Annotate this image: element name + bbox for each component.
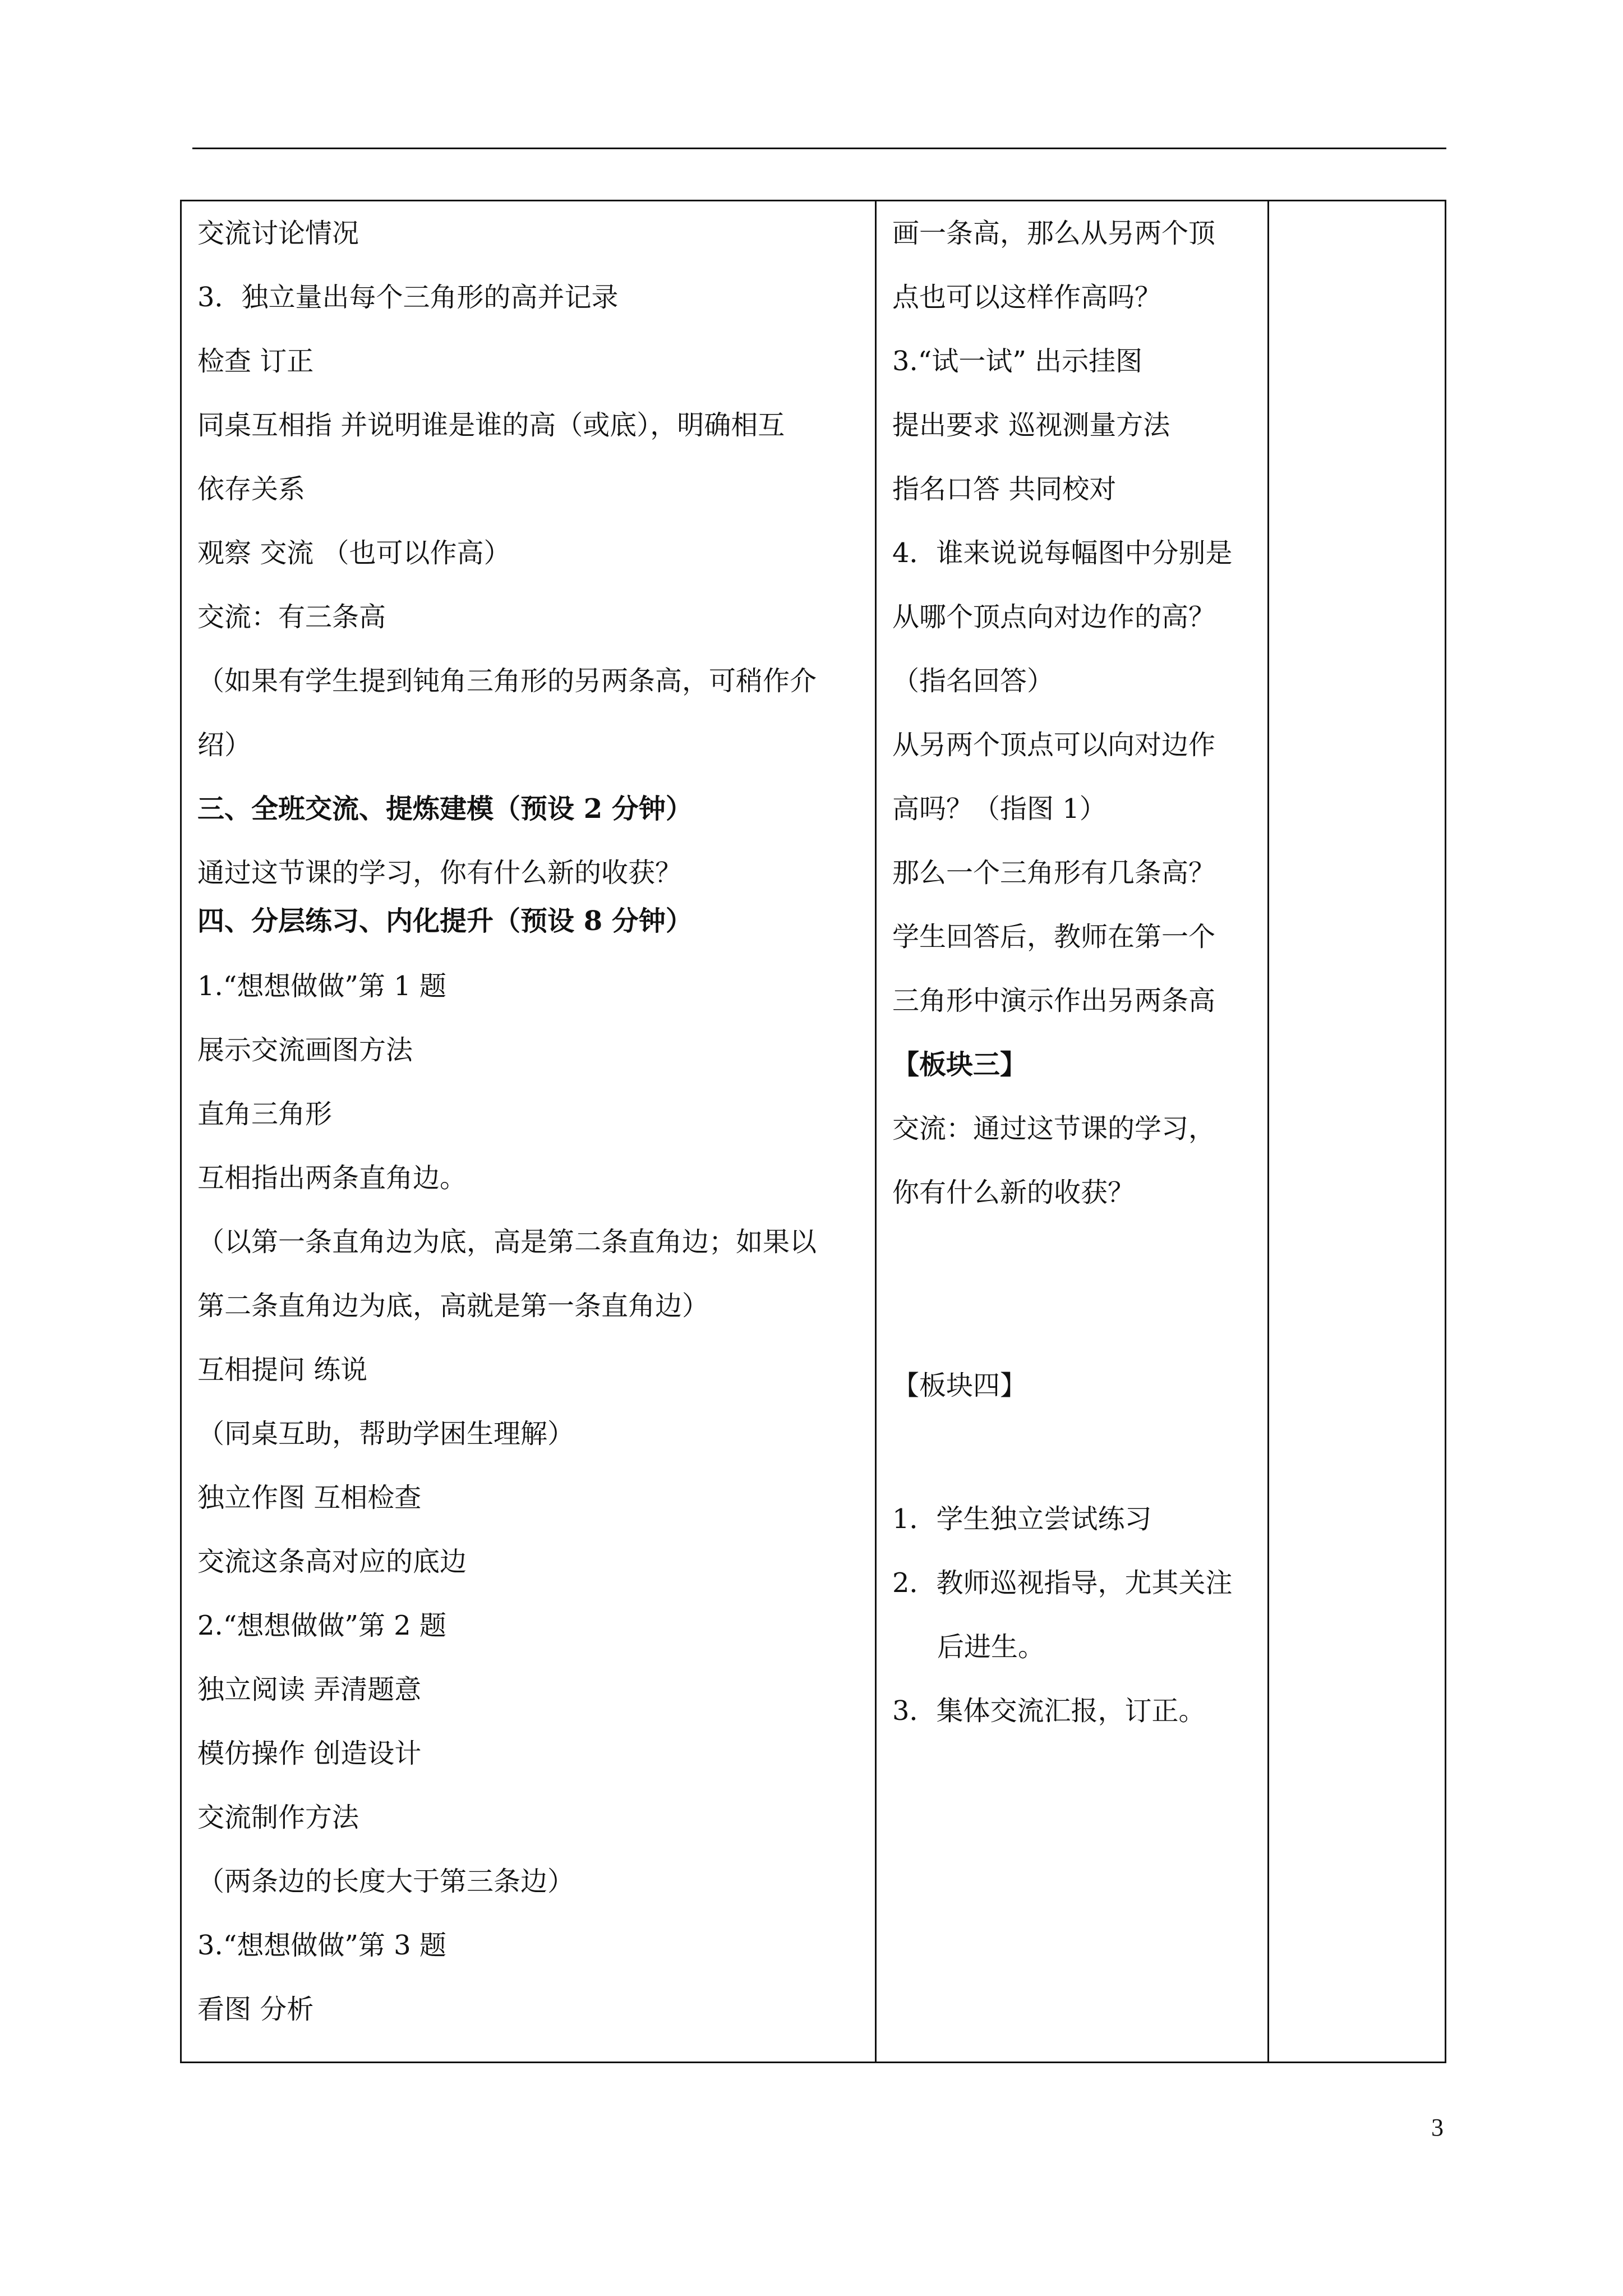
text-line: 模仿操作 创造设计 — [197, 1738, 422, 1769]
text-line: 后进生。 — [937, 1631, 1045, 1663]
text-line: 画一条高，那么从另两个顶 — [892, 218, 1216, 249]
text-line: 互相提问 练说 — [197, 1354, 368, 1386]
text-line: 1.“想想做做”第 1 题 — [197, 970, 446, 1002]
text-line: 看图 分析 — [197, 1994, 314, 2025]
text-line: 3.“想想做做”第 3 题 — [197, 1930, 446, 1961]
text-line: （以第一条直角边为底，高是第二条直角边；如果以 — [197, 1226, 817, 1258]
text-line: 交流制作方法 — [197, 1802, 359, 1833]
text-line: 独立阅读 弄清题意 — [197, 1674, 422, 1705]
text-line: 3．独立量出每个三角形的高并记录 — [197, 282, 619, 313]
block-heading: 【板块三】 — [892, 1049, 1027, 1080]
text-line: 观察 交流 （也可以作高） — [197, 537, 511, 569]
text-line: 互相指出两条直角边。 — [197, 1162, 467, 1194]
text-line: 绍） — [197, 729, 252, 761]
teacher-activity-cell — [876, 201, 1269, 2063]
text-line: 交流：有三条高 — [197, 601, 386, 633]
text-line: 从哪个顶点向对边作的高？ — [892, 601, 1216, 633]
text-line: 1．学生独立尝试练习 — [892, 1503, 1152, 1535]
text-line: 交流：通过这节课的学习， — [892, 1113, 1216, 1144]
section-heading: 四、分层练习、内化提升（预设 8 分钟） — [197, 905, 693, 937]
text-line: 指名口答 共同校对 — [892, 473, 1117, 505]
notes-cell — [1269, 201, 1446, 2063]
text-line: 2.“想想做做”第 2 题 — [197, 1610, 446, 1641]
text-line: 同桌互相指 并说明谁是谁的高（或底），明确相互 — [197, 409, 785, 441]
block-heading: 【板块四】 — [892, 1370, 1027, 1401]
text-line: 依存关系 — [197, 473, 306, 505]
text-line: （指名回答） — [892, 665, 1054, 697]
section-heading: 三、全班交流、提炼建模（预设 2 分钟） — [197, 793, 693, 825]
text-line: 3.“试一试” 出示挂图 — [892, 346, 1143, 377]
text-line: 那么一个三角形有几条高？ — [892, 857, 1216, 889]
text-line: 提出要求 巡视测量方法 — [892, 409, 1170, 441]
header-rule — [192, 148, 1446, 149]
text-line: 点也可以这样作高吗？ — [892, 282, 1162, 313]
lesson-plan-table — [180, 200, 1446, 2063]
page-number: 3 — [1431, 2114, 1444, 2141]
text-line: 2．教师巡视指导，尤其关注 — [892, 1567, 1233, 1599]
text-line: 三角形中演示作出另两条高 — [892, 985, 1216, 1016]
text-line: （如果有学生提到钝角三角形的另两条高，可稍作介 — [197, 665, 817, 697]
text-line: 检查 订正 — [197, 346, 314, 377]
text-line: （同桌互助，帮助学困生理解） — [197, 1418, 575, 1450]
text-line: 4．谁来说说每幅图中分别是 — [892, 537, 1233, 569]
text-line: 你有什么新的收获？ — [892, 1177, 1135, 1208]
text-line: 展示交流画图方法 — [197, 1034, 413, 1066]
text-line: 交流讨论情况 — [197, 218, 359, 249]
text-line: 直角三角形 — [197, 1098, 333, 1130]
text-line: 学生回答后，教师在第一个 — [892, 921, 1216, 953]
text-line: 通过这节课的学习，你有什么新的收获？ — [197, 857, 683, 889]
text-line: 交流这条高对应的底边 — [197, 1546, 467, 1577]
text-line: 独立作图 互相检查 — [197, 1482, 422, 1513]
text-line: 3．集体交流汇报，订正。 — [892, 1695, 1206, 1727]
text-line: 从另两个顶点可以向对边作 — [892, 729, 1216, 761]
text-line: 高吗？（指图 1） — [892, 793, 1106, 825]
text-line: 第二条直角边为底，高就是第一条直角边） — [197, 1290, 709, 1322]
student-activity-cell — [181, 201, 876, 2063]
text-line: （两条边的长度大于第三条边） — [197, 1866, 575, 1897]
